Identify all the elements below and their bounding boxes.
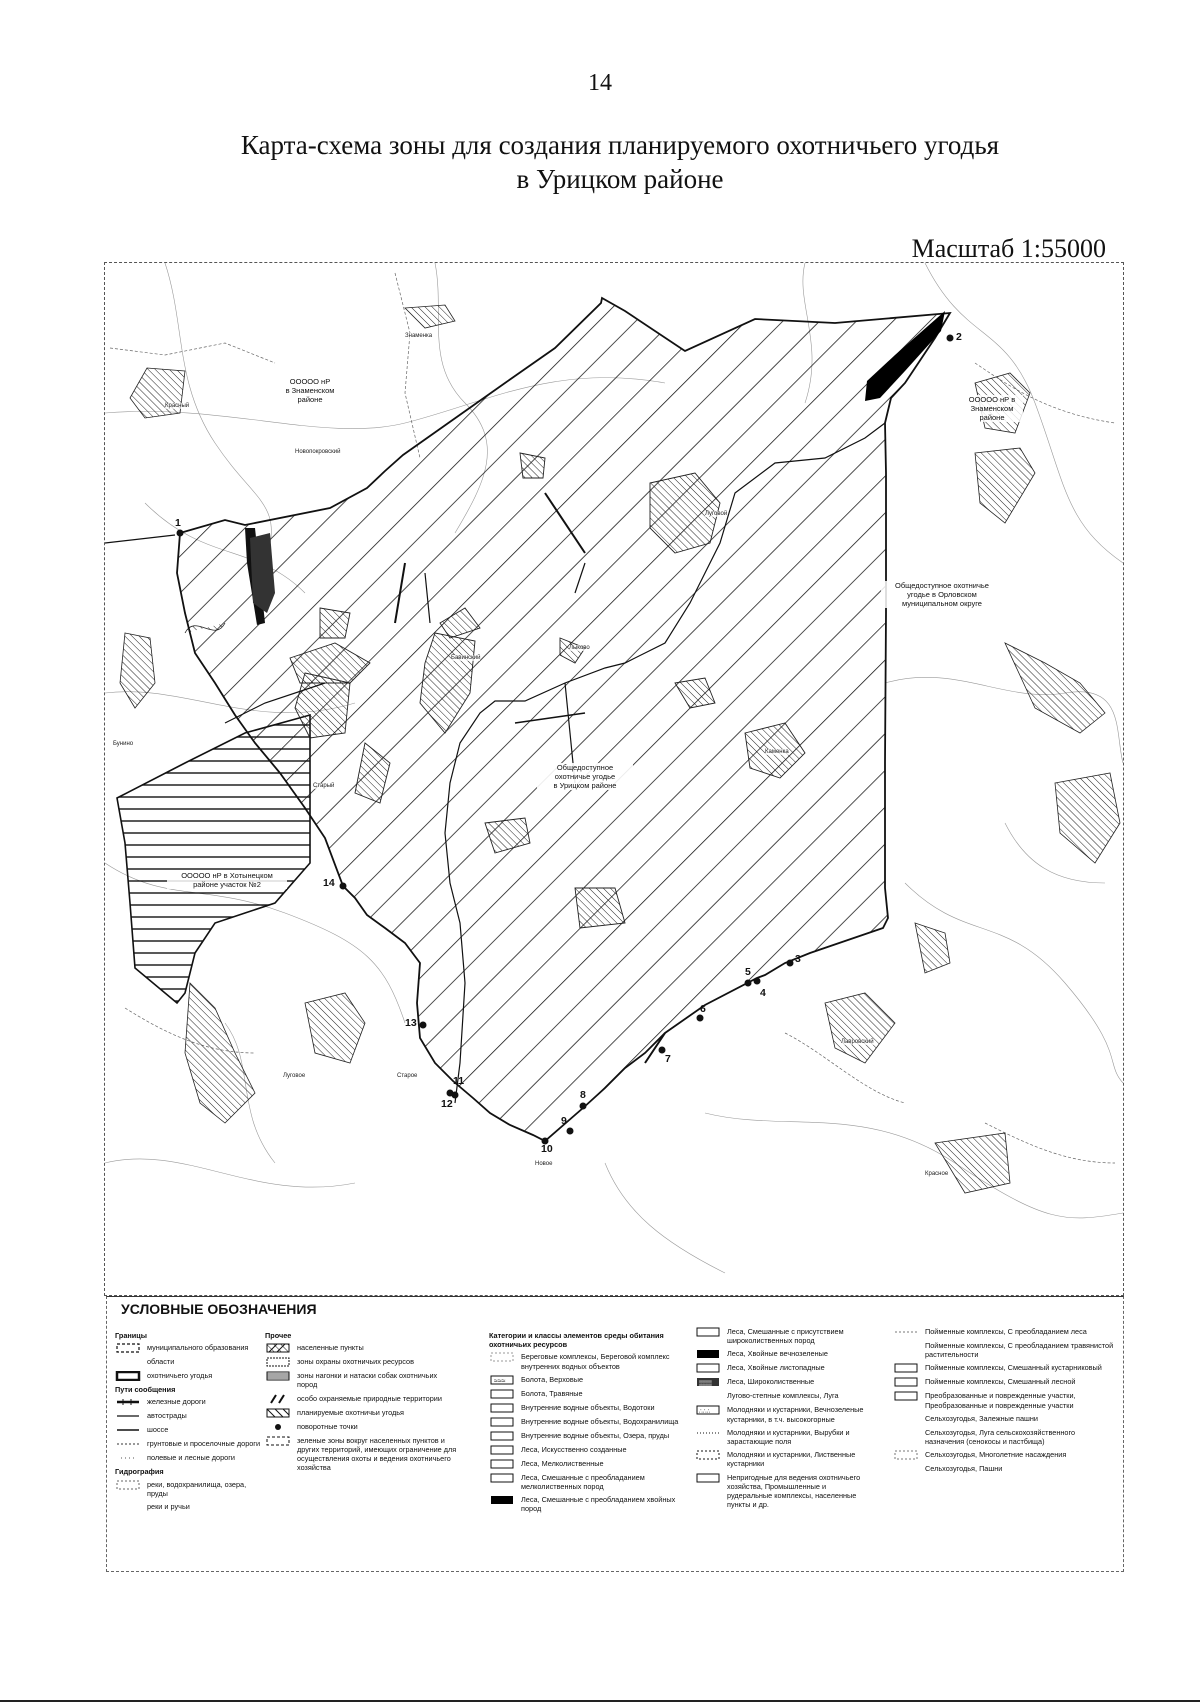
title-line-1: Карта-схема зоны для создания планируемого охотничьего угодья — [240, 130, 1000, 160]
legend-item: железные дороги — [147, 1397, 206, 1407]
village-label: Красный — [165, 403, 190, 409]
legend-item: области — [147, 1357, 175, 1367]
point-label: 9 — [561, 1115, 567, 1127]
legend-item: особо охраняемые природные территории — [265, 1394, 459, 1404]
legend-heading: Пути сообщения — [115, 1385, 176, 1395]
legend-item: реки, водохранилища, озера, пруды — [115, 1480, 265, 1498]
scan-edge-line — [0, 1700, 1200, 1702]
village-label: Красное — [925, 1171, 949, 1177]
point-label: 2 — [956, 331, 962, 343]
village-label: Знаменка — [405, 333, 433, 339]
legend-item: зоны нагонки и натаски собак охотничьих пород — [265, 1371, 459, 1389]
legend-heading: Границы — [115, 1331, 147, 1340]
legend-item: муниципального образования — [115, 1343, 265, 1353]
point-label: 13 — [405, 1017, 417, 1029]
legend-title: УСЛОВНЫЕ ОБОЗНАЧЕНИЯ — [121, 1301, 317, 1317]
point-label: 14 — [323, 877, 335, 889]
point-label: 10 — [541, 1143, 553, 1155]
point-label: 7 — [665, 1053, 671, 1065]
map-frame — [104, 262, 1124, 1296]
legend-item: зеленые зоны вокруг населенных пунктов и других территорий, имеющих ограничение для осуществления охоты и ведения охотничьего хозяйства — [265, 1436, 459, 1473]
village-label: Старый — [313, 783, 335, 789]
legend-item: поворотные точки — [265, 1422, 459, 1432]
point-label: 5 — [745, 966, 751, 978]
point-label: 6 — [700, 1003, 706, 1015]
point-label: 3 — [795, 953, 801, 965]
village-label: Старое — [397, 1073, 418, 1079]
legend-item: грунтовые и проселочные дороги — [147, 1439, 261, 1449]
point-label: 4 — [760, 987, 766, 999]
point-label: 1 — [175, 517, 181, 529]
village-label: Новопокровский — [295, 449, 341, 455]
legend-item: реки и ручьи — [147, 1502, 190, 1512]
legend-item: зоны охраны охотничьих ресурсов — [265, 1357, 459, 1367]
legend-heading: Категории и классы элементов среды обитания охотничьих ресурсов — [489, 1331, 664, 1350]
village-label: Бунино — [113, 741, 134, 747]
label-khotynetsky: ООООО нР в Хотынецком районе участок №2 — [167, 871, 287, 889]
village-label: Луговой — [705, 511, 728, 517]
legend-item: охотничьего угодья — [115, 1371, 265, 1381]
map-legend — [106, 1296, 1124, 1572]
page-number: 14 — [588, 70, 612, 96]
village-label: Лавровский — [841, 1039, 874, 1045]
legend-col-categories: Категории и классы элементов среды обитания охотничьих ресурсов Береговые комплексы, Береговой комплекс внутренних водных объектов ≈≈≈ Болота, Верховые Болота, Травяные Внутренние водные объекты, Водотоки Внутренние водные объекты, Водохранилища Внутренние водные объекты, Озера, пруды Леса, Искусственно созданные Леса, Мелколиственные Леса, Смешанные с преобладанием мелколиственных пород Леса, Смешанные с преобладанием хвойных пород — [489, 1331, 683, 1518]
svg-text:∴∴∴: ∴∴∴ — [699, 1409, 711, 1416]
legend-col-forests: Леса, Смешанные с присутствием широколиственных пород Леса, Хвойные вечнозеленые Леса, Хвойные листопадные ▒▒▒ Леса, Широколиственные Лугово-степные комплексы, Луга ∴∴∴ Молодняки и кустарники, Вечнозеленые кустарники, в т.ч. высокогорные Молодняки и кустарники, Вырубки и зарастающие поля Молодняки и кустарники, Лиственные кустарники Непригодные для ведения охотничьего хозяйства, Промышленные и рудеральные комплексы, населенные пункты и др. — [699, 1327, 864, 1510]
label-uritsky: Общедоступное охотничье угодье в Урицком районе — [537, 763, 633, 790]
point-label: 12 — [441, 1098, 453, 1110]
legend-item: автострады — [147, 1411, 187, 1421]
legend-col-other — [265, 1331, 459, 1476]
legend-heading: Прочее — [265, 1331, 292, 1340]
label-orlovsky: Общедоступное охотничье угодье в Орловском муниципальном округе — [881, 581, 1003, 608]
legend-col-borders — [115, 1331, 265, 1516]
title-line-2: в Урицком районе — [516, 164, 724, 194]
village-label: Лыково — [569, 645, 590, 651]
map-scale: Масштаб 1:55000 — [911, 234, 1106, 263]
legend-item: населенные пункты — [265, 1343, 459, 1353]
svg-text:≈≈≈: ≈≈≈ — [494, 1377, 506, 1385]
village-label: Луговое — [283, 1073, 306, 1079]
legend-col-floodplains: Пойменные комплексы, С преобладанием леса Пойменные комплексы, С преобладанием травянистой растительности Пойменные комплексы, Смешанный кустарниковый Пойменные комплексы, Смешанный лесной Преобразованные и поврежденные участки, Преобразованные и поврежденные участки Сельхозугодья, Залежные пашни Сельхозугодья, Луга сельскохозяйственного назначения (сенокосы и пастбища) Сельхозугодья, Многолетние насаждения Сельхозугодья, Пашни — [893, 1327, 1115, 1478]
label-znamensky-east: ООООО нР в Знаменском районе — [961, 395, 1023, 422]
legend-item: планируемые охотничьи угодья — [265, 1408, 459, 1418]
legend-heading: Гидрография — [115, 1467, 164, 1477]
village-label: Новое — [535, 1161, 553, 1167]
label-znamensky-west: ООООО нР в Знаменском районе — [265, 377, 355, 404]
legend-item: шоссе — [147, 1425, 169, 1435]
map-title — [0, 128, 1200, 196]
svg-text:▒▒▒: ▒▒▒ — [699, 1381, 712, 1388]
point-label: 8 — [580, 1089, 586, 1101]
village-label: Каменка — [765, 749, 789, 755]
village-label: Бавинский — [451, 655, 481, 661]
point-label: 11 — [453, 1075, 465, 1087]
legend-item: полевые и лесные дороги — [147, 1453, 235, 1463]
